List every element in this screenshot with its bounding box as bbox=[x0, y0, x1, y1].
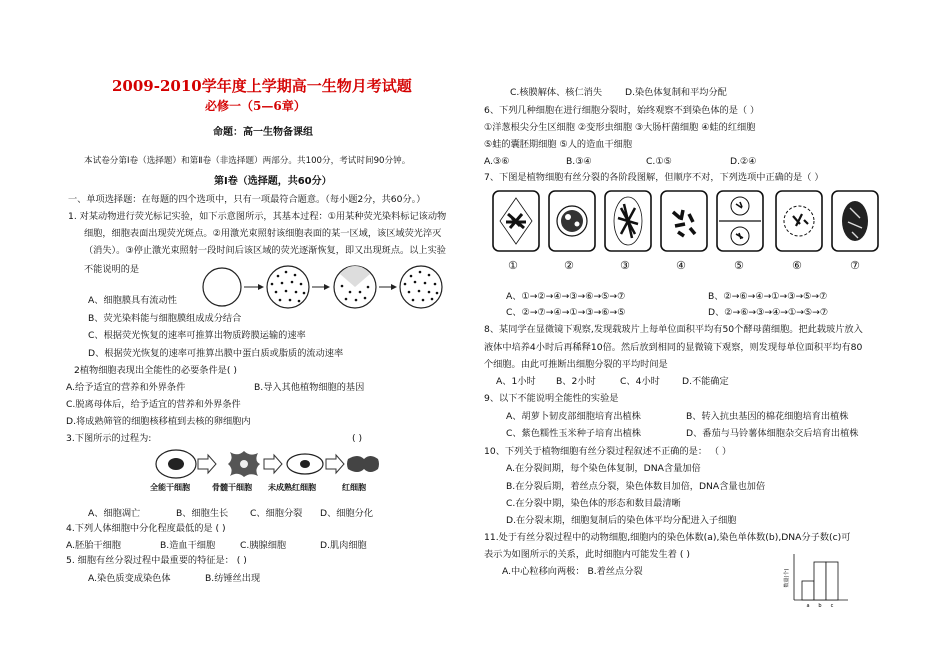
question-1-line: 不能说明的是 bbox=[84, 264, 140, 275]
question-9-option-c: C、紫色糯性玉米种子培育出植株 bbox=[506, 428, 642, 439]
exam-intro: 本试卷分第Ⅰ卷（选择题）和第Ⅱ卷（非选择题）两部分。共100分，考试时间90分钟。 bbox=[84, 156, 411, 166]
author-line: 命题：高一生物备课组 bbox=[213, 127, 313, 138]
chart-bar-a bbox=[802, 581, 814, 600]
question-2: 2植物细胞表现出全能性的必要条件是( ) bbox=[74, 365, 237, 376]
question-4-option-b: B.造血干细胞 bbox=[160, 540, 216, 551]
question-1-option-c: C、根据荧光恢复的速率可推算出物质跨膜运输的速率 bbox=[88, 330, 306, 341]
question-1-option-a: A、细胞膜具有流动性 bbox=[88, 295, 177, 306]
question-7-option-c: C、②→⑦→④→①→③→⑥→⑤ bbox=[506, 307, 626, 318]
question-1-line: 细胞，细胞表面出现荧光斑点。②用激光束照射该细胞表面的某一区域，该区域荧光淬灭 bbox=[84, 228, 442, 239]
question-10-option-a: A.在分裂间期，每个染色体复制，DNA含量加倍 bbox=[506, 463, 701, 474]
question-3-option-a: A、细胞凋亡 bbox=[88, 508, 141, 519]
page-title: 2009-2010学年度上学期高一生物月考试题 bbox=[112, 77, 412, 95]
question-2-option-a: A.给予适宜的营养和外界条件 bbox=[66, 382, 186, 393]
question-8-line: 8、某同学在显微镜下观察,发现载玻片上每单位面积平均有50个酵母菌细胞。把此载玻片放入 bbox=[484, 324, 863, 335]
question-9-option-b: B、转入抗虫基因的棉花细胞培育出植株 bbox=[686, 411, 849, 422]
question-6-option-c: C.①⑤ bbox=[646, 156, 672, 167]
fluorescence-diagram bbox=[200, 262, 460, 312]
question-9: 9、以下不能说明全能性的实验是 bbox=[484, 393, 619, 404]
question-1-option-d: D、根据荧光恢复的速率可推算出膜中蛋白质或脂质的流动速率 bbox=[88, 348, 344, 359]
question-8-line: 液体中培养4小时后再稀释10倍。然后放到相同的显微镜下观察，则发现每单位面积平均有80 bbox=[484, 342, 863, 353]
caption-bone-marrow-stem-cell: 骨髓干细胞 bbox=[212, 483, 252, 492]
question-3-paren: ( ) bbox=[352, 433, 363, 444]
question-3-option-b: B、细胞生长 bbox=[176, 508, 229, 519]
question-3-option-c: C、细胞分裂 bbox=[250, 508, 303, 519]
question-9-option-a: A、胡萝卜韧皮部细胞培育出植株 bbox=[506, 411, 641, 422]
chart-tick-c: c bbox=[830, 603, 834, 609]
cell-labeled bbox=[267, 266, 309, 308]
question-6-option-a: A.③⑥ bbox=[484, 156, 510, 167]
stage-label-6: ⑥ bbox=[792, 259, 802, 272]
question-7: 7、下图是植物细胞有丝分裂的各阶段图解，但顺序不对，下列选项中正确的是（ ） bbox=[484, 172, 824, 183]
caption-red-blood-cell: 红细胞 bbox=[342, 483, 366, 492]
stage-label-5: ⑤ bbox=[734, 259, 744, 272]
section-description: 一、单项选择题：在每题的四个选项中，只有一项最符合题意。（每小题2分，共60分。） bbox=[68, 194, 426, 205]
question-7-option-a: A、①→②→④→③→⑥→⑤→⑦ bbox=[506, 291, 626, 302]
stage-label-1: ① bbox=[508, 259, 518, 272]
question-10: 10、下列关于植物细胞有丝分裂过程叙述不正确的是： （ ） bbox=[484, 446, 732, 457]
chart-tick-b: b bbox=[818, 603, 822, 609]
question-2-option-c: C.脱离母体后，给予适宜的营养和外界条件 bbox=[66, 399, 241, 410]
question-6-items: ①洋葱根尖分生区细胞 ②变形虫细胞 ③大肠杆菌细胞 ④蛙的红细胞 bbox=[484, 122, 756, 133]
question-4-option-a: A.胚胎干细胞 bbox=[66, 540, 121, 551]
chart-bar-c bbox=[826, 562, 838, 600]
stage-label-3: ③ bbox=[620, 259, 630, 272]
question-6: 6、下列几种细胞在进行细胞分裂时，始终观察不到染色体的是（ ） bbox=[484, 105, 760, 116]
question-10-option-d: D.在分裂末期，细胞复制后的染色体平均分配进入子细胞 bbox=[506, 515, 737, 526]
chart-ylabel: 数量(个) bbox=[784, 568, 790, 588]
question-11-line: 表示为如图所示的关系，此时细胞内可能发生着 ( ) bbox=[484, 549, 690, 560]
question-6-items-2: ⑤蛙的囊胚期细胞 ⑤人的造血干细胞 bbox=[484, 139, 633, 150]
chromosome-count-chart bbox=[782, 552, 852, 610]
section-heading: 第Ⅰ卷（选择题，共60分） bbox=[214, 176, 332, 187]
question-9-option-d: D、番茄与马铃薯体细胞杂交后培育出植株 bbox=[686, 428, 859, 439]
question-5-option-a: A.染色质变成染色体 bbox=[88, 573, 171, 584]
question-4-option-c: C.胰腺细胞 bbox=[240, 540, 287, 551]
caption-totipotent-stem-cell: 全能干细胞 bbox=[150, 483, 190, 492]
question-8-line: 个细胞。由此可推断出细胞分裂的平均时间是 bbox=[484, 359, 668, 370]
question-10-option-b: B.在分裂后期，着丝点分裂，染色体数目加倍，DNA含量也加倍 bbox=[506, 481, 766, 492]
question-7-option-d: D、②→⑥→③→④→①→⑤→⑦ bbox=[708, 307, 829, 318]
cell-differentiation-diagram bbox=[150, 447, 380, 481]
chart-bar-b bbox=[814, 562, 826, 600]
question-10-option-c: C.在分裂中期，染色体的形态和数目最清晰 bbox=[506, 498, 681, 509]
question-8-option-a: A、1小时 bbox=[496, 376, 536, 387]
question-8-option-c: C、4小时 bbox=[620, 376, 660, 387]
question-1-option-b: B、荧光染料能与细胞膜组成成分结合 bbox=[88, 313, 242, 324]
page-subtitle: 必修一（5—6章） bbox=[205, 99, 306, 113]
question-8-option-d: D.不能确定 bbox=[682, 376, 729, 387]
question-6-option-d: D.②④ bbox=[730, 156, 757, 167]
caption-immature-red-cell: 未成熟红细胞 bbox=[268, 483, 316, 492]
stage-label-2: ② bbox=[564, 259, 574, 272]
stage-label-4: ④ bbox=[676, 259, 686, 272]
question-5-option-c: C.核膜解体、核仁消失 bbox=[510, 87, 603, 98]
question-11-line: 11.处于有丝分裂过程中的动物细胞,细胞内的染色体数(a),染色单体数(b),DNA分子数(c)可 bbox=[484, 532, 851, 543]
question-2-option-b: B.导入其他植物细胞的基因 bbox=[254, 382, 365, 393]
question-4-option-d: D.肌肉细胞 bbox=[320, 540, 367, 551]
chart-tick-a: a bbox=[806, 603, 810, 609]
mitosis-stages-diagram bbox=[490, 188, 880, 260]
question-2-option-d: D.将成熟筛管的细胞核移植到去核的卵细胞内 bbox=[66, 416, 251, 427]
question-1-line: 1. 对某动物进行荧光标记实验，如下示意图所示，其基本过程：①用某种荧光染料标记该动物 bbox=[68, 211, 447, 222]
question-7-option-b: B、②→⑥→④→①→③→⑤→⑦ bbox=[708, 291, 828, 302]
question-5-option-d: D.染色体复制和平均分配 bbox=[625, 87, 727, 98]
cell-unlabeled bbox=[203, 268, 241, 306]
question-8-option-b: B、2小时 bbox=[556, 376, 596, 387]
question-5: 5. 细胞有丝分裂过程中最重要的特征是： ( ) bbox=[66, 555, 247, 566]
question-3-option-d: D、细胞分化 bbox=[320, 508, 374, 519]
question-6-option-b: B.③④ bbox=[566, 156, 592, 167]
question-11-options: A.中心粒移向两极： B.着丝点分裂 bbox=[502, 566, 643, 577]
question-5-option-b: B.纺锤丝出现 bbox=[205, 573, 261, 584]
stage-label-7: ⑦ bbox=[850, 259, 860, 272]
question-4: 4.下列人体细胞中分化程度最低的是 ( ) bbox=[66, 523, 226, 534]
question-3: 3.下图所示的过程为: bbox=[66, 433, 152, 444]
question-1-line: （消失）。③停止激光束照射一段时间后该区域的荧光逐渐恢复，即又出现斑点。以上实验 bbox=[84, 245, 446, 256]
